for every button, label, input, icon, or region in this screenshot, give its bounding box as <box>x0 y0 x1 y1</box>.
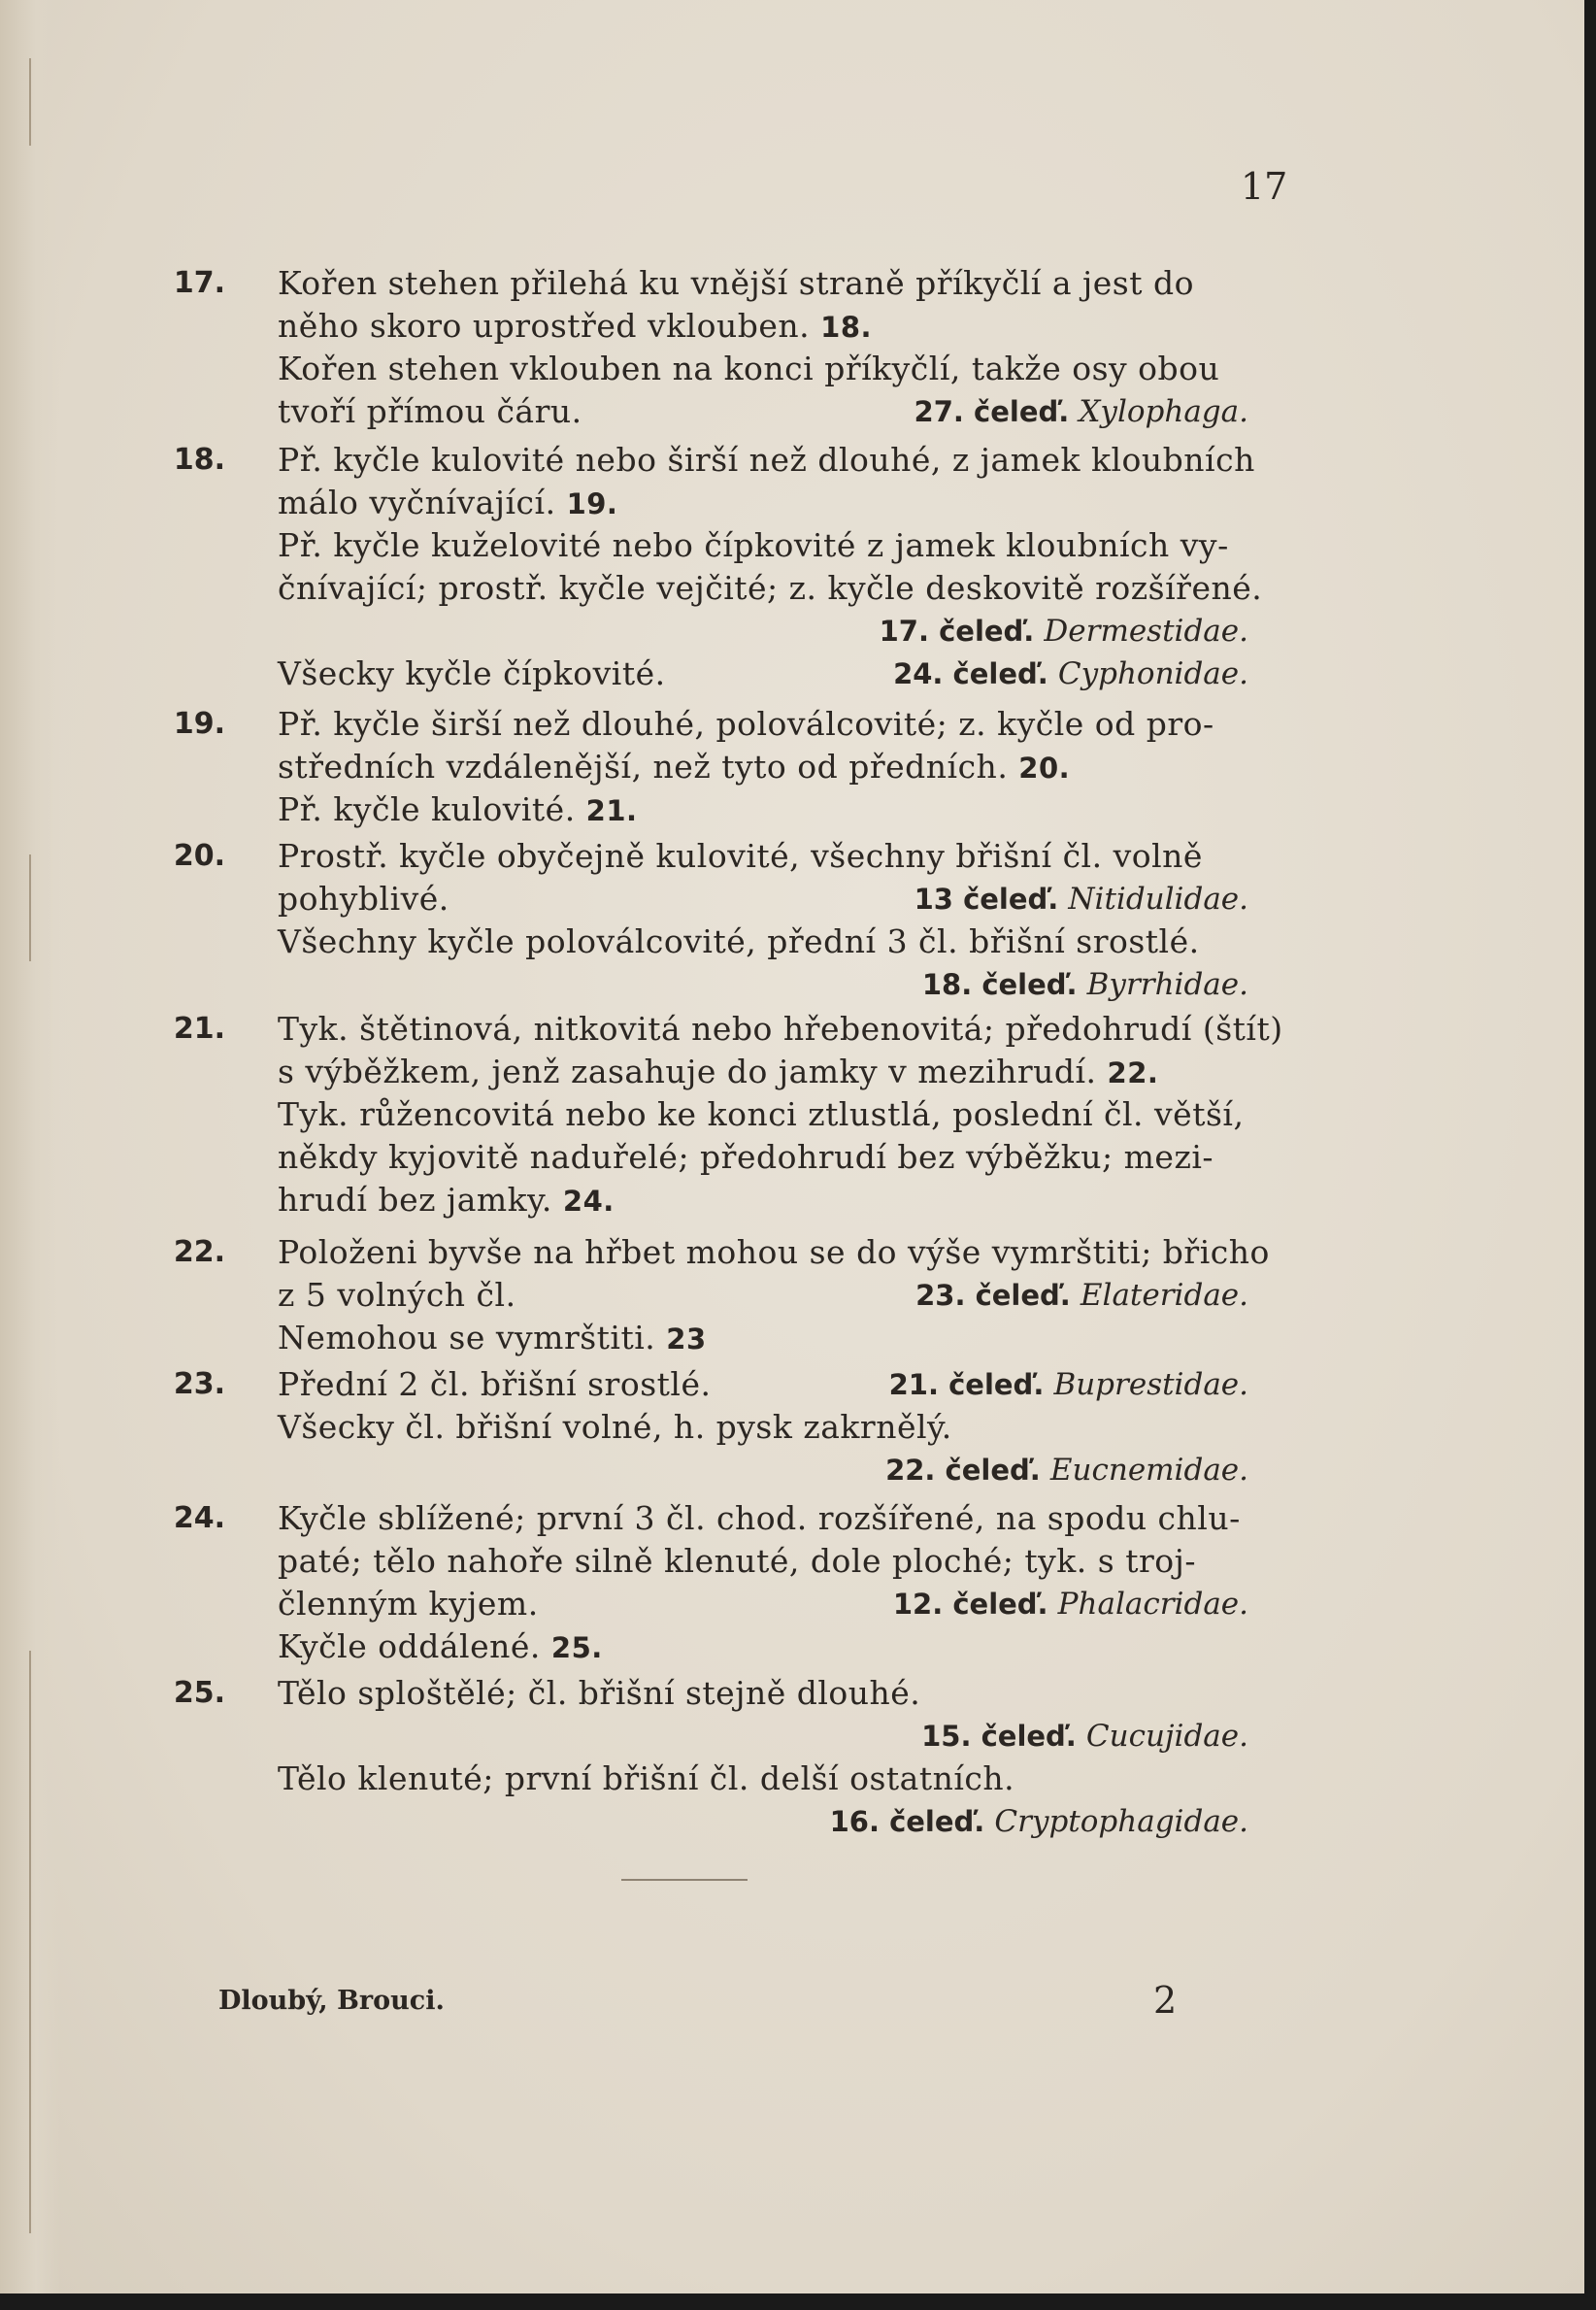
end-rule <box>621 1879 748 1881</box>
family-code: 16. čeleď. <box>829 1805 995 1838</box>
family-result <box>885 1451 1248 1490</box>
entry-text: Tělo sploštělé; čl. břišní stejně dlouhé. <box>278 1674 921 1712</box>
entry-line <box>278 1053 1158 1092</box>
couplet-reference: 25. <box>550 1631 603 1664</box>
entry-text: čnívající; prostř. kyčle vejčité; z. kyčle deskovitě rozšířené. <box>278 569 1263 607</box>
entry-line <box>278 350 1219 388</box>
entry-line <box>278 1010 1283 1049</box>
entry-text: Př. kyčle kulovité nebo širší než dlouhé, z jamek kloubních <box>278 441 1255 479</box>
family-result <box>914 880 1248 919</box>
family-code: 15. čeleď. <box>921 1720 1086 1753</box>
family-code: 18. čeleď. <box>921 968 1087 1001</box>
family-code: 27. čeleď. <box>914 395 1080 428</box>
entry-number: 22. <box>173 1235 225 1269</box>
entry-line <box>278 922 1200 961</box>
entry-line <box>278 526 1229 565</box>
family-result <box>893 654 1248 693</box>
entry-text: Položeni byvše na hřbet mohou se do výše vymrštiti; břicho <box>278 1233 1270 1271</box>
entry-line <box>278 1759 1014 1798</box>
entry-number: 23. <box>173 1367 225 1401</box>
family-code: 21. čeleď. <box>888 1368 1054 1401</box>
entry-line <box>278 748 1070 787</box>
entry-line <box>278 1095 1244 1134</box>
entry-text: málo vyčnívající. <box>278 484 567 521</box>
family-latin-name: Cyphonidae. <box>1057 656 1248 691</box>
couplet-reference: 21. <box>585 794 638 827</box>
entry-text: Nemohou se vymrštiti. <box>278 1319 667 1356</box>
entry-line <box>278 484 617 523</box>
entry-line <box>278 1365 711 1404</box>
family-result <box>830 1802 1248 1841</box>
entry-line <box>278 307 872 347</box>
page-number: 17 <box>1241 165 1288 208</box>
entry-text: Kořen stehen přilehá ku vnější straně příkyčlí a jest do <box>278 264 1194 302</box>
entry-line <box>278 1181 615 1221</box>
family-result <box>921 1717 1248 1756</box>
entry-text: Tyk. růžencovitá nebo ke konci ztlustlá, poslední čl. větší, <box>278 1095 1245 1133</box>
entry-text: pohyblivé. <box>278 880 449 918</box>
entry-text: Všecky kyčle čípkovité. <box>278 654 666 692</box>
entry-line <box>278 264 1194 303</box>
family-result <box>880 612 1248 651</box>
entry-number: 18. <box>173 443 225 477</box>
entry-number: 20. <box>173 839 225 873</box>
couplet-reference: 18. <box>820 311 873 344</box>
family-latin-name: Cucujidae. <box>1085 1719 1248 1754</box>
entry-text: tvoří přímou čáru. <box>278 392 582 430</box>
entry-line <box>278 1585 539 1624</box>
family-latin-name: Eucnemidae. <box>1049 1453 1248 1488</box>
entry-line <box>278 392 582 431</box>
couplet-reference: 19. <box>566 487 618 520</box>
entry-text: středních vzdálenější, než tyto od předních. <box>278 748 1019 786</box>
family-code: 22. čeleď. <box>885 1454 1050 1487</box>
entry-text: hrudí bez jamky. <box>278 1181 563 1219</box>
entry-line <box>278 569 1262 608</box>
footer-signature: 2 <box>1153 1979 1178 2022</box>
couplet-reference: 23 <box>666 1322 707 1356</box>
entry-line <box>278 1233 1270 1272</box>
entry-line <box>278 837 1203 876</box>
couplet-reference: 22. <box>1107 1056 1159 1089</box>
family-code: 23. čeleď. <box>915 1279 1081 1312</box>
entry-text: s výběžkem, jenž zasahuje do jamky v mezihrudí. <box>278 1053 1108 1090</box>
entry-number: 17. <box>173 266 225 300</box>
entry-line <box>278 1138 1214 1177</box>
family-latin-name: Cryptophagidae. <box>994 1804 1248 1839</box>
family-latin-name: Dermestidae. <box>1044 614 1248 649</box>
entry-line <box>278 880 449 919</box>
entry-text: paté; tělo nahoře silně klenuté, dole ploché; tyk. s troj- <box>278 1542 1196 1580</box>
entry-line <box>278 790 638 830</box>
entry-line <box>278 705 1214 744</box>
family-latin-name: Xylophaga. <box>1079 394 1248 429</box>
entry-text: Kyčle oddálené. <box>278 1627 551 1665</box>
entry-text: Př. kyčle kuželovité nebo čípkovité z jamek kloubních vy- <box>278 526 1229 564</box>
entry-text: Př. kyčle širší než dlouhé, poloválcovité; z. kyčle od pro- <box>278 705 1214 743</box>
entry-line <box>278 1542 1196 1581</box>
couplet-reference: 24. <box>562 1185 615 1218</box>
family-latin-name: Phalacridae. <box>1057 1587 1248 1622</box>
footer-author: Dloubý, Brouci. <box>218 1986 445 2016</box>
entry-text: něho skoro uprostřed vklouben. <box>278 307 821 345</box>
entry-text: Kyčle sblížené; první 3 čl. chod. rozšířené, na spodu chlu- <box>278 1499 1241 1537</box>
entry-number: 25. <box>173 1676 225 1710</box>
entry-text: Všechny kyčle poloválcovité, přední 3 čl. břišní srostlé. <box>278 922 1200 960</box>
entry-text: Přední 2 čl. břišní srostlé. <box>278 1365 712 1403</box>
family-latin-name: Byrrhidae. <box>1086 967 1248 1002</box>
entry-number: 24. <box>173 1501 225 1535</box>
entry-text: Tělo klenuté; první břišní čl. delší ostatních. <box>278 1759 1015 1797</box>
entry-line <box>278 1627 603 1667</box>
family-result <box>889 1365 1248 1404</box>
family-code: 24. čeleď. <box>893 657 1058 690</box>
entry-line <box>278 1674 920 1713</box>
family-result <box>915 1276 1248 1315</box>
family-code: 12. čeleď. <box>892 1588 1058 1621</box>
entry-line <box>278 1276 516 1315</box>
entry-text: členným kyjem. <box>278 1585 539 1623</box>
entry-line <box>278 1408 952 1447</box>
entry-text: někdy kyjovitě naduřelé; předohrudí bez výběžku; mezi- <box>278 1138 1214 1176</box>
entry-text: Tyk. štětinová, nitkovitá nebo hřebenovitá; předohrudí (štít) <box>278 1010 1283 1048</box>
family-latin-name: Nitidulidae. <box>1068 882 1248 917</box>
family-latin-name: Elateridae. <box>1080 1278 1248 1313</box>
entry-text: Kořen stehen vklouben na konci příkyčlí, takže osy obou <box>278 350 1220 387</box>
entry-line <box>278 654 666 693</box>
family-result <box>922 965 1248 1004</box>
couplet-reference: 20. <box>1018 752 1071 785</box>
entry-text: z 5 volných čl. <box>278 1276 516 1314</box>
entry-number: 21. <box>173 1012 225 1046</box>
family-code: 13 čeleď. <box>914 883 1069 916</box>
family-code: 17. čeleď. <box>879 615 1045 648</box>
family-latin-name: Buprestidae. <box>1053 1367 1248 1402</box>
family-result <box>914 392 1248 431</box>
entry-line <box>278 441 1255 480</box>
entry-line <box>278 1319 707 1358</box>
entry-text: Prostř. kyčle obyčejně kulovité, všechny břišní čl. volně <box>278 837 1203 875</box>
family-result <box>893 1585 1248 1624</box>
entry-line <box>278 1499 1241 1538</box>
entry-text: Všecky čl. břišní volné, h. pysk zakrnělý. <box>278 1408 952 1446</box>
entry-text: Př. kyčle kulovité. <box>278 790 586 828</box>
entry-number: 19. <box>173 707 225 741</box>
